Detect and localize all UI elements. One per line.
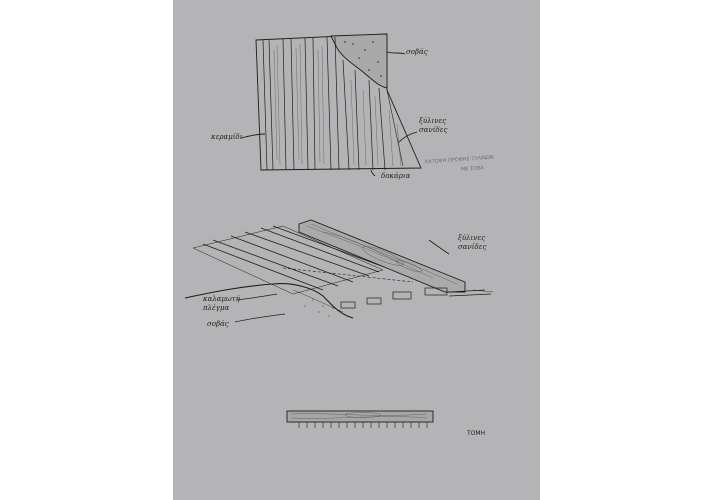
label-beams: δοκάρια [381,172,411,180]
label-reed-1: καλαμωτή [203,295,240,303]
leader-plank [399,132,417,142]
label-plaster-mid: σοβάς [207,320,229,328]
leader-top-left [241,134,265,138]
label-plaster-top: σοβάς [406,48,428,56]
label-reed-2: πλέγμα [203,304,230,312]
label-planks-top-2: σανίδες [419,126,448,134]
leader-mid-left [237,294,277,300]
label-tile: κεραμίδι [211,133,243,141]
pencil-note-1: ΚΑΤΟΨΗ ΟΡΟΦΗΣ ΞΥΛΙΝΩΝ [424,154,494,166]
label-section: ΤΟΜΗ [467,430,486,437]
leader-bottom [371,170,375,176]
plaster-patch [331,34,387,88]
label-planks-top-1: ξύλινες [419,117,447,125]
section-drawing [287,411,433,428]
section-reeds [299,422,427,428]
axo-beams [341,288,491,308]
leader-top-right [387,52,405,54]
plan-drawing [241,34,421,176]
leader-mid-bottom [235,314,285,322]
axo-drawing [185,220,493,322]
leader-mid-plank [429,240,449,254]
label-planks-mid-2: σανίδες [458,243,487,251]
pencil-note-2: ΜΕ ΣΟΒΑ [460,165,485,173]
label-planks-mid-1: ξύλινες [458,234,486,242]
sketch-sheet [173,0,540,500]
